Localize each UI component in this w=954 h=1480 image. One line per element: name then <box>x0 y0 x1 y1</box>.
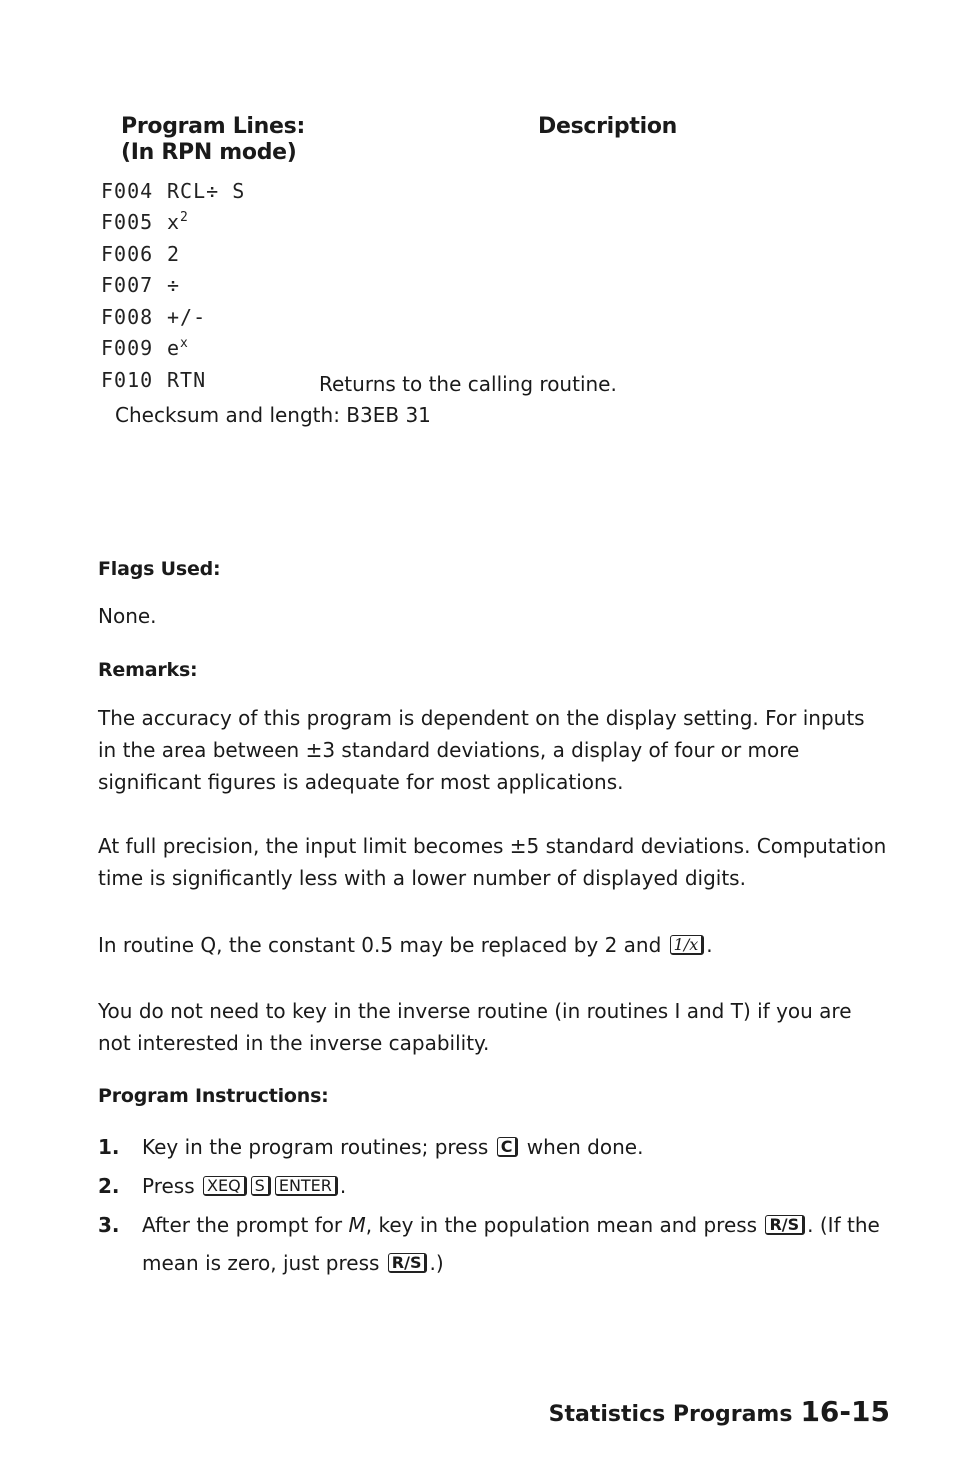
description-header: Description <box>538 114 677 139</box>
line-instruction: 2 <box>167 242 181 266</box>
checksum-text: Checksum and length: B3EB 31 <box>115 403 431 427</box>
instruction-step-2 <box>98 1167 888 1205</box>
line-instruction: ÷ <box>167 273 181 297</box>
remarks-p3-text: In routine Q, the constant 0.5 may be replaced by 2 and <box>98 933 662 957</box>
run-stop-key-icon: R/S <box>765 1215 805 1235</box>
step-number: 3. <box>98 1213 120 1237</box>
line-instruction: x <box>167 210 181 234</box>
step-3-text-end: .) <box>429 1251 444 1275</box>
step-text <box>142 1206 888 1282</box>
flags-heading: Flags Used: <box>98 558 221 580</box>
line-number: F010 <box>101 368 154 392</box>
line-superscript: 2 <box>180 210 189 225</box>
program-line <box>101 336 189 364</box>
step-number: 1. <box>98 1135 120 1159</box>
remarks-paragraph-3 <box>98 929 888 961</box>
program-lines-header-line2: (In RPN mode) <box>121 140 297 165</box>
step-2-text: Press <box>142 1174 195 1198</box>
program-line <box>101 179 245 207</box>
line-instruction: RCL÷ S <box>167 179 246 203</box>
line-number: F008 <box>101 305 154 329</box>
footer-page-number: 16-15 <box>800 1395 890 1428</box>
c-key-icon: C <box>497 1137 519 1157</box>
program-line <box>101 273 180 301</box>
reciprocal-key-icon: 1/x <box>670 935 705 955</box>
remarks-paragraph-4: You do not need to key in the inverse routine (in routines I and T) if you are not interested in the inverse capability. <box>98 999 852 1055</box>
line-number: F004 <box>101 179 154 203</box>
line-number: F007 <box>101 273 154 297</box>
step-text <box>142 1167 888 1205</box>
line-instruction: RTN <box>167 368 207 392</box>
step-1-text: Key in the program routines; press <box>142 1135 489 1159</box>
page-footer <box>549 1395 890 1428</box>
footer-section-title: Statistics Programs <box>548 1402 793 1427</box>
remarks-paragraph-1: The accuracy of this program is dependent on the display setting. For inputs in the area between ±3 standard deviations, a display of four or more significant figures is adequate for most applications. <box>98 706 865 794</box>
program-lines-header-line1: Program Lines: <box>121 114 305 139</box>
line-number: F005 <box>101 210 154 234</box>
step-number: 2. <box>98 1174 120 1198</box>
step-3-text-mid2: . (If the mean is zero, just press <box>142 1213 880 1275</box>
s-key-icon: S <box>251 1176 271 1196</box>
step-3-text: After the prompt for <box>142 1213 343 1237</box>
flags-text: None. <box>98 604 157 628</box>
remarks-heading: Remarks: <box>98 659 198 681</box>
step-2-text-end: . <box>339 1174 347 1198</box>
remarks-paragraph-2: At full precision, the input limit becomes ±5 standard deviations. Computation time is significantly less with a lower number of displayed digits. <box>98 834 887 890</box>
line-instruction: e <box>167 336 181 360</box>
program-line <box>101 210 189 238</box>
remarks-p3-end: . <box>706 933 713 957</box>
step-3-variable: M <box>348 1213 366 1237</box>
program-line <box>101 305 206 333</box>
xeq-key-icon: XEQ <box>203 1176 247 1196</box>
step-1-text-end: when done. <box>526 1135 644 1159</box>
enter-key-icon: ENTER <box>275 1176 338 1196</box>
instructions-heading: Program Instructions: <box>98 1085 329 1107</box>
line-superscript: x <box>180 336 189 351</box>
program-line <box>101 242 180 270</box>
instruction-step-1 <box>98 1128 888 1166</box>
program-line <box>101 368 206 396</box>
program-lines-header <box>121 114 305 165</box>
instruction-step-3 <box>98 1206 888 1282</box>
step-text <box>142 1128 888 1166</box>
step-3-text-mid: , key in the population mean and press <box>365 1213 758 1237</box>
line-number: F009 <box>101 336 154 360</box>
line-instruction: +/- <box>167 305 207 329</box>
rtn-description: Returns to the calling routine. <box>319 372 617 396</box>
run-stop-key-icon: R/S <box>388 1253 428 1273</box>
line-number: F006 <box>101 242 154 266</box>
